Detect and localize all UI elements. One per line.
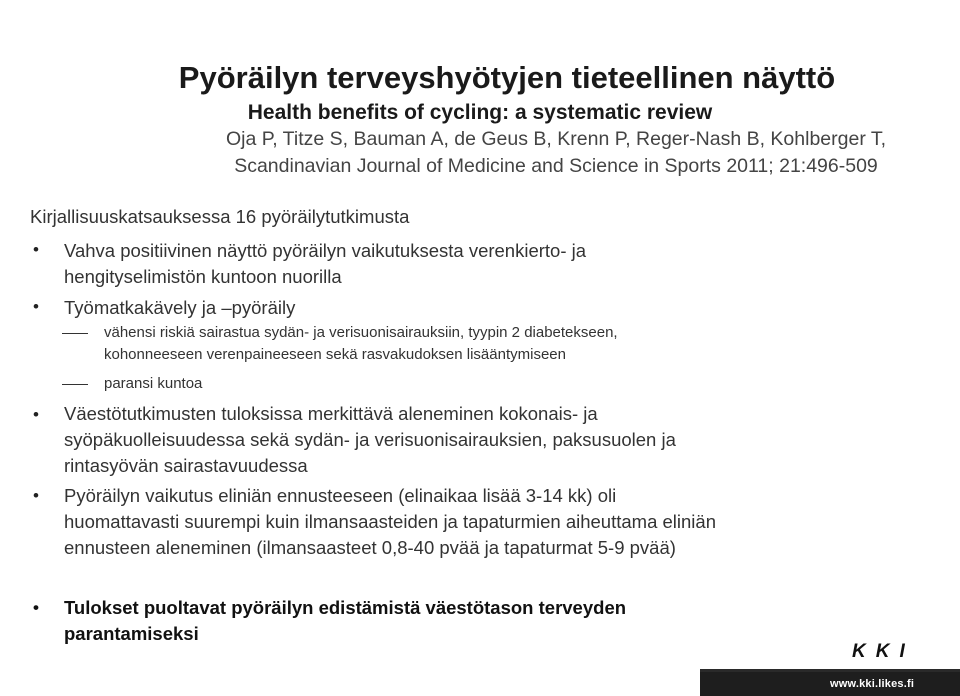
bullet-line: hengityselimistön kuntoon nuorilla [64,266,342,287]
bullet-line: Tulokset puoltavat pyöräilyn edistämistä väestötason terveyden [64,597,627,618]
subbullet-item [104,322,618,366]
bullet-line: Vahva positiivinen näyttö pyöräilyn vaikutuksesta verenkierto- ja [64,240,587,261]
bullet-line: Työmatkakävely ja –pyöräily [64,297,296,318]
bullet-line: Väestötutkimusten tuloksissa merkittävä aleneminen kokonais- ja [64,403,598,424]
reference-line: Scandinavian Journal of Medicine and Science in Sports 2011; 21:496-509 [234,155,878,177]
dash-marker [62,333,88,334]
bullet-marker: • [33,598,39,617]
slide-title: Pyöräilyn terveyshyötyjen tieteellinen näyttö [178,60,836,95]
subbullet-line: vähensi riskiä sairastua sydän- ja verisuonisairauksiin, tyypin 2 diabetekseen, [104,324,618,341]
bullet-item [64,238,884,290]
intro-text: Kirjallisuuskatsauksessa 16 pyöräilytutkimusta [30,206,410,227]
slide-subtitle: Health benefits of cycling: a systematic review [247,101,713,124]
bullet-marker: • [33,297,39,316]
reference-line: Oja P, Titze S, Bauman A, de Geus B, Krenn P, Reger-Nash B, Kohlberger T, [225,128,887,150]
subbullet-line: paransi kuntoa [104,375,203,392]
bullet-line: syöpäkuolleisuudessa sekä sydän- ja verisuonisairauksien, paksusuolen ja [64,429,676,450]
bullet-marker: • [33,405,39,424]
bullet-item [64,401,884,479]
bullet-line: rintasyövän sairastavuudessa [64,455,308,476]
subbullet-item [104,373,202,395]
kki-logo: KKI [852,641,915,662]
bullet-marker: • [33,486,39,505]
bullet-marker: • [33,240,39,259]
bullet-line: parantamiseksi [64,623,199,644]
reference [176,126,936,180]
bullet-item [64,295,884,321]
dash-marker [62,384,88,385]
bullet-line: Pyöräilyn vaikutus eliniän ennusteeseen (elinaikaa lisää 3-14 kk) oli [64,485,617,506]
bullet-item [64,483,884,561]
bullet-line: huomattavasti suurempi kuin ilmansaasteiden ja tapaturmien aiheuttama eliniän [64,511,716,532]
bullet-line: ennusteen aleneminen (ilmansaasteet 0,8-40 pvää ja tapaturmat 5-9 pvää) [64,537,676,558]
subbullet-line: kohonneeseen verenpaineeseen sekä rasvakudoksen lisääntymiseen [104,346,566,363]
bullet-item-conclusion [64,595,884,647]
website-url: www.kki.likes.fi [830,678,915,690]
